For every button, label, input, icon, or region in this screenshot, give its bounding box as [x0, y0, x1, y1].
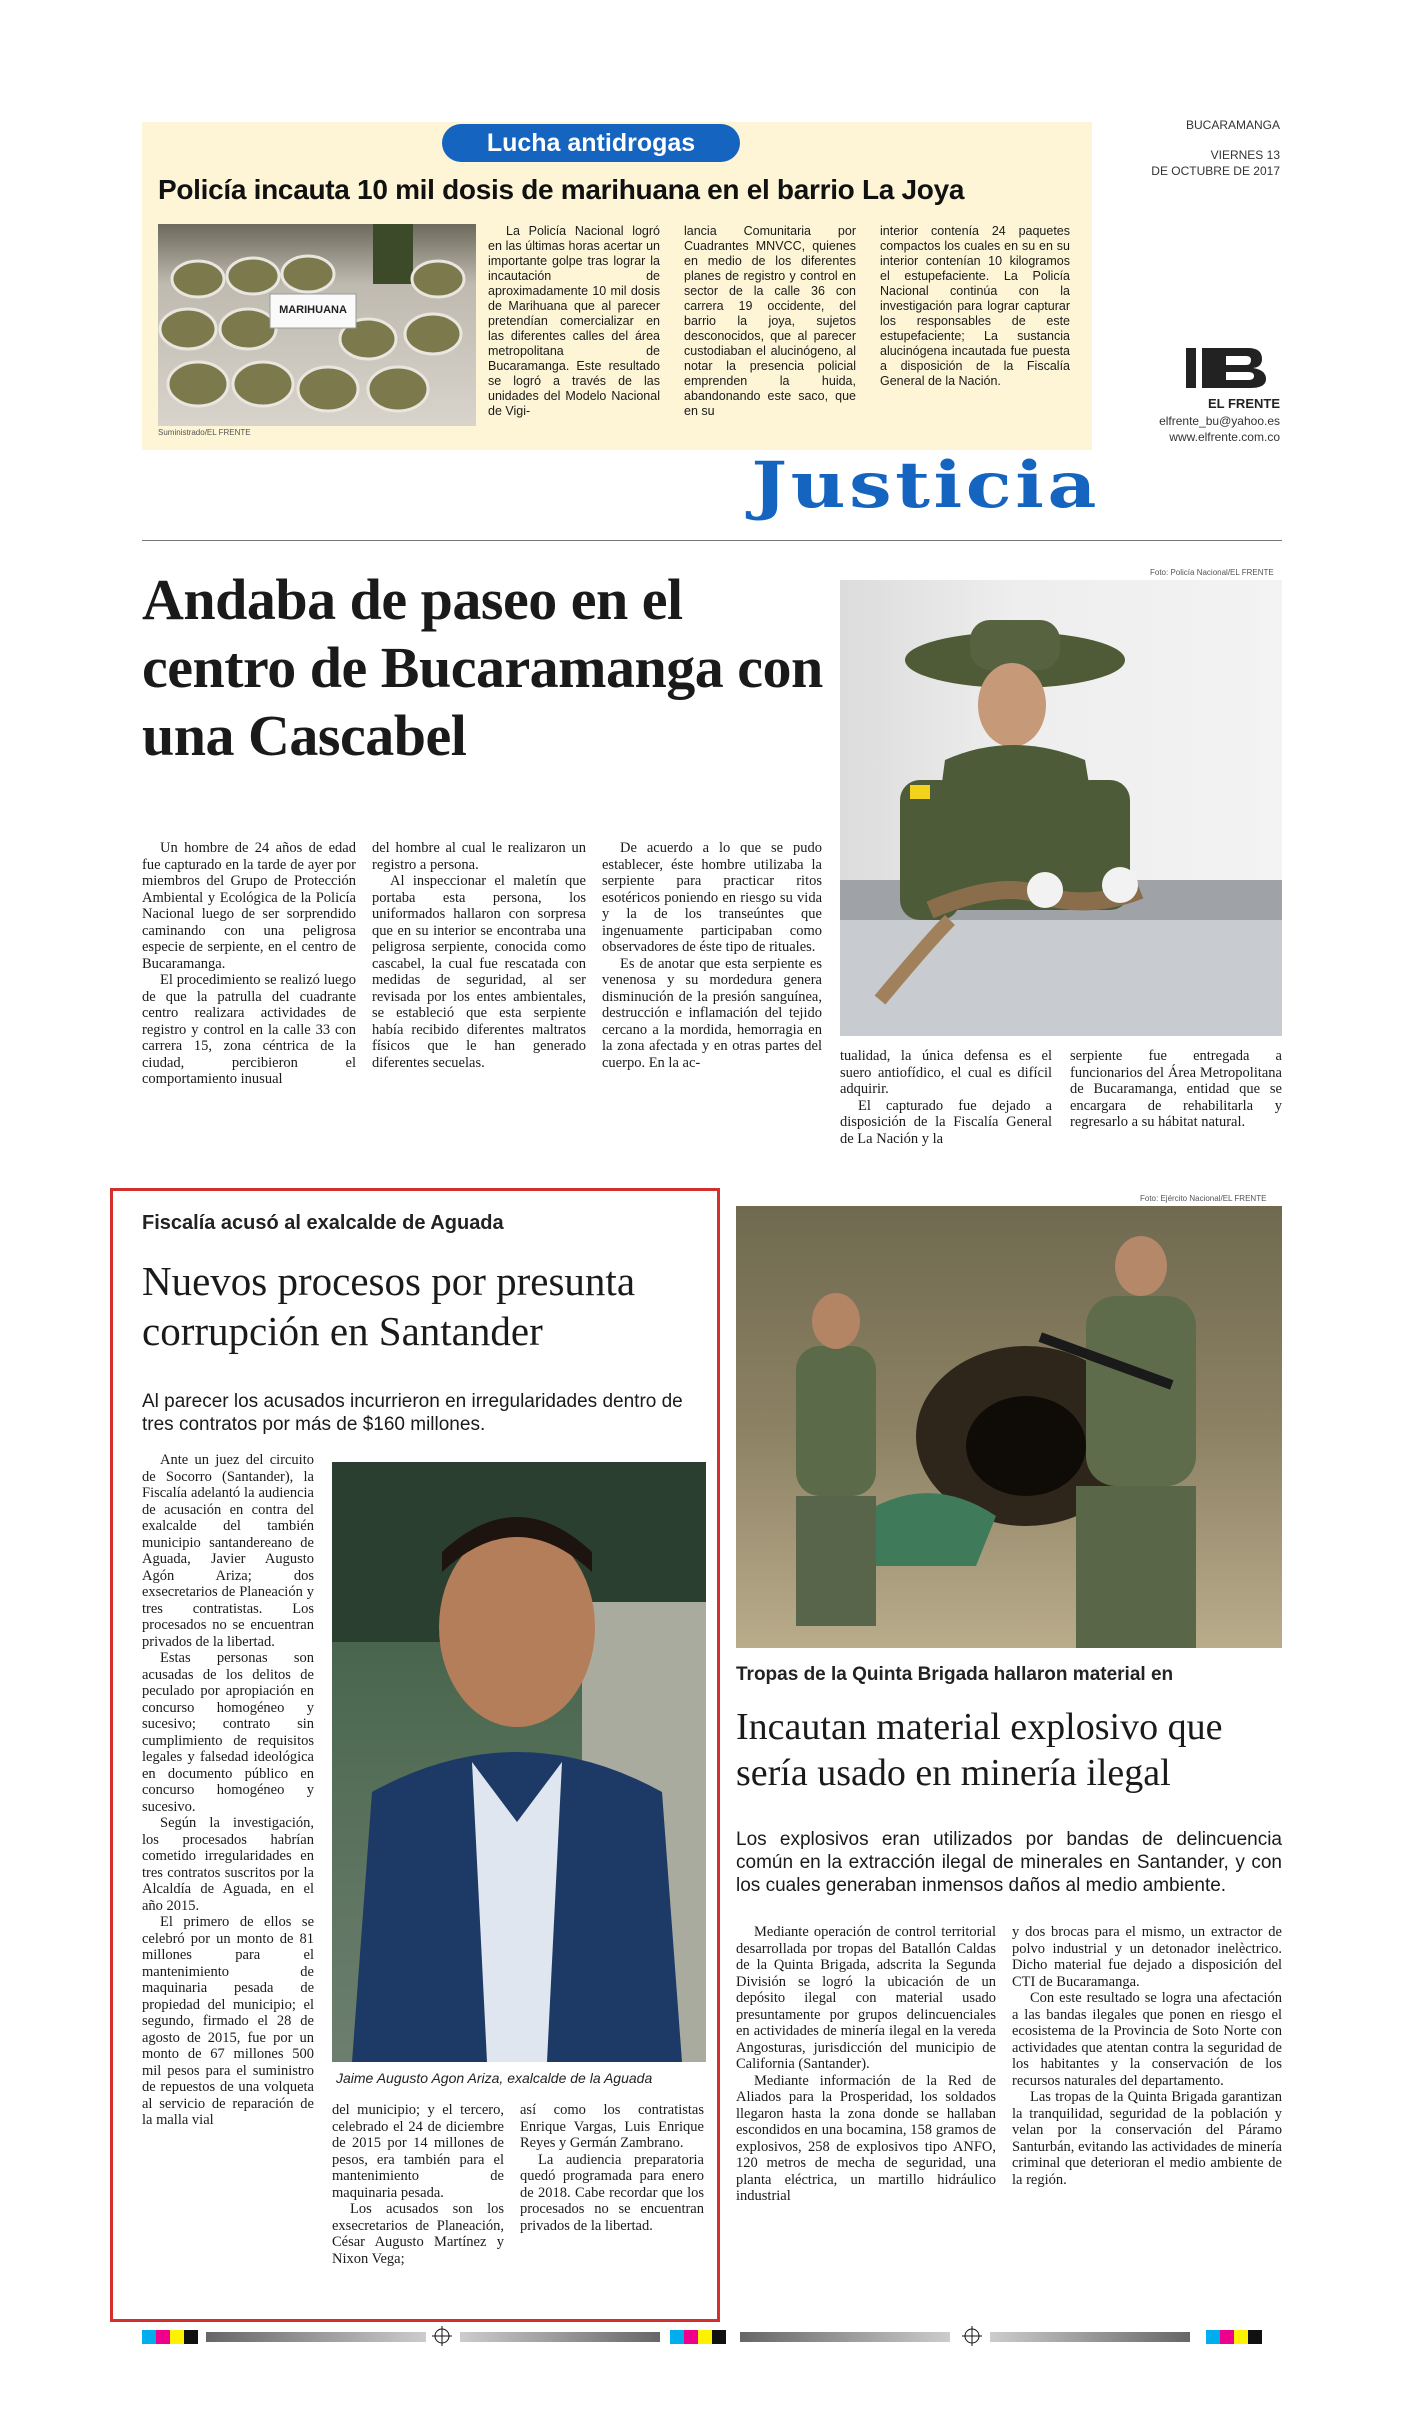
police-officer-illustration — [840, 580, 1282, 1036]
print-gray-bar-3 — [740, 2332, 950, 2342]
explosives-deck: Los explosivos eran utilizados por bandas de delincuencia común en la extracción ilegal de minerales en Santander, y con los cuales generaban inmensos daños al medio ambiente. — [736, 1829, 1282, 1896]
soldiers-mine-illustration — [736, 1206, 1282, 1648]
header-city: BUCARAMANGA — [1185, 118, 1280, 132]
print-color-bar-center — [670, 2330, 726, 2344]
soldiers-photo — [736, 1206, 1282, 1648]
print-gray-bar-4 — [990, 2332, 1190, 2342]
registration-mark-2 — [962, 2326, 982, 2351]
brief-column-1: La Policía Nacional logró en las últimas horas acertar un importante golpe tras lograr la incautación de aproximadamente 10 mil dosis de Marihuana que al parecer pretendían comercializar en las diferentes calles del área metropolitana de Bucaramanga. Este resultado se logró a través de las unidades del Modelo Nacional de Vigi- — [488, 224, 660, 418]
print-gray-bar-2 — [460, 2332, 660, 2342]
marijuana-photo — [158, 224, 476, 426]
marijuana-bags-illustration — [158, 224, 476, 426]
header-email: elfrente_bu@yahoo.es — [1159, 414, 1280, 428]
explosives-column-1: Mediante operación de control territorial desarrollada por tropas del Batallón Caldas de la Quinta Brigada, adscrita la Segunda División se logró la ubicación de un depósito ilegal con material usado presuntamente por grupos delincuenciales en actividades de minería ilegal en la vereda Angosturas, jurisdicción del municipio de California (Santander). Mediante información de la Red de Aliados para la Prosperidad, los soldados llegaron hasta la zona donde se hallaban escondidos en una bocamina, 158 gramos de explosivos, 258 de explosivos tipo ANFO, 120 metros de mecha de seguridad, una planta eléctrica, un martillo hidráulico industrial — [736, 1924, 996, 2204]
brief-title: Policía incauta 10 mil dosis de marihuana en el barrio La Joya — [158, 174, 965, 205]
header-day: VIERNES 13 — [1210, 148, 1280, 162]
print-color-bar-left — [142, 2330, 198, 2344]
snake-column-1: Un hombre de 24 años de edad fue capturado en la tarde de ayer por miembros del Grupo de Protección Ambiental y Ecológica de la Policía Nacional luego de ser sorprendido caminando con una peligrosa especie de serpiente, en el centro de Bucaramanga. El procedimiento se realizó luego de que la patrulla del cuadrante centro realizara actividades de registro y control en la calle 33 con carrera 15, zona céntrica de la ciudad, percibieron el comportamiento inusual — [142, 840, 356, 1087]
section-title: Justicia — [751, 448, 1100, 523]
brief-photo-credit: Suministrado/EL FRENTE — [158, 428, 251, 437]
registration-mark-1 — [432, 2326, 452, 2351]
snake-column-5: serpiente fue entregada a funcionarios del Área Metropolitana de Bucaramanga, entidad que se encargara de rehabilitarla y regresarlo a su hábitat natural. — [1070, 1048, 1282, 1130]
brief-column-3: interior contenía 24 paquetes compactos los cuales en su en su interior contenían 10 kilogramos el estupefaciente. La Policía Nacional continúa con la investigación para lograr capturar los responsables de este estupefaciente; La sustancia alucinógena incautada fue puesta a disposición de la Fiscalía General de la Nación. — [880, 224, 1070, 388]
header-date: DE OCTUBRE DE 2017 — [1151, 164, 1280, 178]
snake-photo-credit: Foto: Policía Nacional/EL FRENTE — [1150, 568, 1274, 577]
ex-mayor-portrait-illustration — [332, 1462, 706, 2062]
snake-column-2: del hombre al cual le realizaron un registro a persona. Al inspeccionar el maletín que portaba esta persona, los uniformados hallaron con sorpresa que en su interior se encontraba una peligrosa serpiente, conocida como cascabel, la cual fue rescatada con medidas de seguridad, al ser revisada por los entes ambientales, se estableció que esta serpiente había recibido diferentes maltratos físicos que le han generado diferentes secuelas. — [372, 840, 586, 1071]
print-gray-bar-1 — [206, 2332, 426, 2342]
corruption-column-1: Ante un juez del circuito de Socorro (Santander), la Fiscalía adelantó la audiencia de acusación en contra del exalcalde del también municipio santandereano de Aguada, Javier Augusto Agón Ariza; dos exsecretarios de Planeación y tres contratistas. Los procesados no se encuentran privados de la libertad. Estas personas son acusadas de los delitos de peculado por apropiación en concurso homogéneo y sucesivo; contrato sin cumplimiento de requisitos legales y falsedad ideológica en documento público en concurso homogéneo y sucesivo. Según la investigación, los procesados habrían cometido irregularidades en tres contratos suscritos por la Alcaldía de Aguada, en el año 2015. El primero de ellos se celebró por un monto de 81 millones para el mantenimiento de maquinaria pesada de propiedad del municipio; el segundo, firmado el 28 de agosto de 2015, fue por un monto de 67 millones 500 mil pesos para el suministro de repuestos de una volqueta al servicio de reparación de la malla vial — [142, 1452, 314, 2128]
corruption-column-3: así como los contratistas Enrique Vargas, Luis Enrique Reyes y Germán Zambrano. La audiencia preparatoria quedó programada para enero de 2018. Cabe recordar que los procesados no se encuentran privados de la libertad. — [520, 2102, 704, 2234]
corruption-headline: Nuevos procesos por presunta corrupción en Santander — [142, 1258, 636, 1354]
corruption-deck: Al parecer los acusados incurrieron en irregularidades dentro de tres contratos por más de $160 millones. — [142, 1391, 683, 1435]
explosives-photo-credit: Foto: Ejército Nacional/EL FRENTE — [1140, 1194, 1267, 1203]
el-frente-logo-mark — [1182, 344, 1282, 392]
print-color-bar-right — [1206, 2330, 1262, 2344]
snake-photo — [840, 580, 1282, 1036]
corruption-kicker: Fiscalía acusó al exalcalde de Aguada — [142, 1212, 504, 1234]
header-website: www.elfrente.com.co — [1169, 430, 1280, 444]
explosives-kicker: Tropas de la Quinta Brigada hallaron material en — [736, 1664, 1174, 1685]
ex-mayor-caption: Jaime Augusto Agon Ariza, exalcalde de la Aguada — [336, 2070, 653, 2086]
brief-column-2: lancia Comunitaria por Cuadrantes MNVCC, quienes en medio de los diferentes planes de registro y control en sector de la calle 36 con carrera 19 occidente, del barrio la joya, sujetos desconocidos, que al parecer custodiaban el alucinógeno, al notar la presencia policial emprenden la huida, abandonando este saco, que en su — [684, 224, 856, 418]
explosives-column-2: y dos brocas para el mismo, un extractor de polvo industrial y un detonador inelèctrico. Dicho material fue dejado a disposición del CTI de Bucaramanga. Con este resultado se logra una afectación a las bandas ilegales que ponen en riesgo el ecosistema de la Provincia de Soto Norte con actividades que atentan contra la seguridad de los habitantes y la conservación de los recursos naturales del departamento. Las tropas de la Quinta Brigada garantizan la tranquilidad, seguridad de la población y velan por la conservación del Páramo Santurbán, evitando las actividades de minería criminal que deterioran el medio ambiente de la región. — [1012, 1924, 1282, 2188]
header-logo-text: EL FRENTE — [1208, 396, 1280, 411]
snake-headline: Andaba de paseo en el centro de Bucaramanga con una Cascabel — [142, 567, 823, 768]
section-rule — [142, 540, 1282, 541]
snake-column-3: De acuerdo a lo que se pudo establecer, éste hombre utilizaba la serpiente para practicar ritos esotéricos poniendo en riesgo su vida y la de los transeúntes que ingenuamente participaban como observadores de éste tipo de rituales. Es de anotar que esta serpiente es venenosa y su mordedura genera disminución de la presión sanguínea, destrucción e inflamación del tejido cercano a la mordida, hemorragia en la zona afectada y en otras partes del cuerpo. En la ac- — [602, 840, 822, 1071]
brief-kicker: Lucha antidrogas — [442, 124, 740, 162]
snake-column-4: tualidad, la única defensa es el suero antiofídico, el cual es difícil adquirir. El capturado fue dejado a disposición de la Fiscalía General de La Nación y la — [840, 1048, 1052, 1147]
explosives-headline: Incautan material explosivo que sería usado en minería ilegal — [736, 1706, 1223, 1794]
corruption-column-2: del municipio; y el tercero, celebrado el 24 de diciembre de 2015 por 14 millones de pesos, era también para el mantenimiento de maquinaria pesada. Los acusados son los exsecretarios de Planeación, César Augusto Martínez y Nixon Vega; — [332, 2102, 504, 2267]
marijuana-label: MARIHUANA — [279, 304, 347, 316]
ex-mayor-photo — [332, 1462, 706, 2062]
